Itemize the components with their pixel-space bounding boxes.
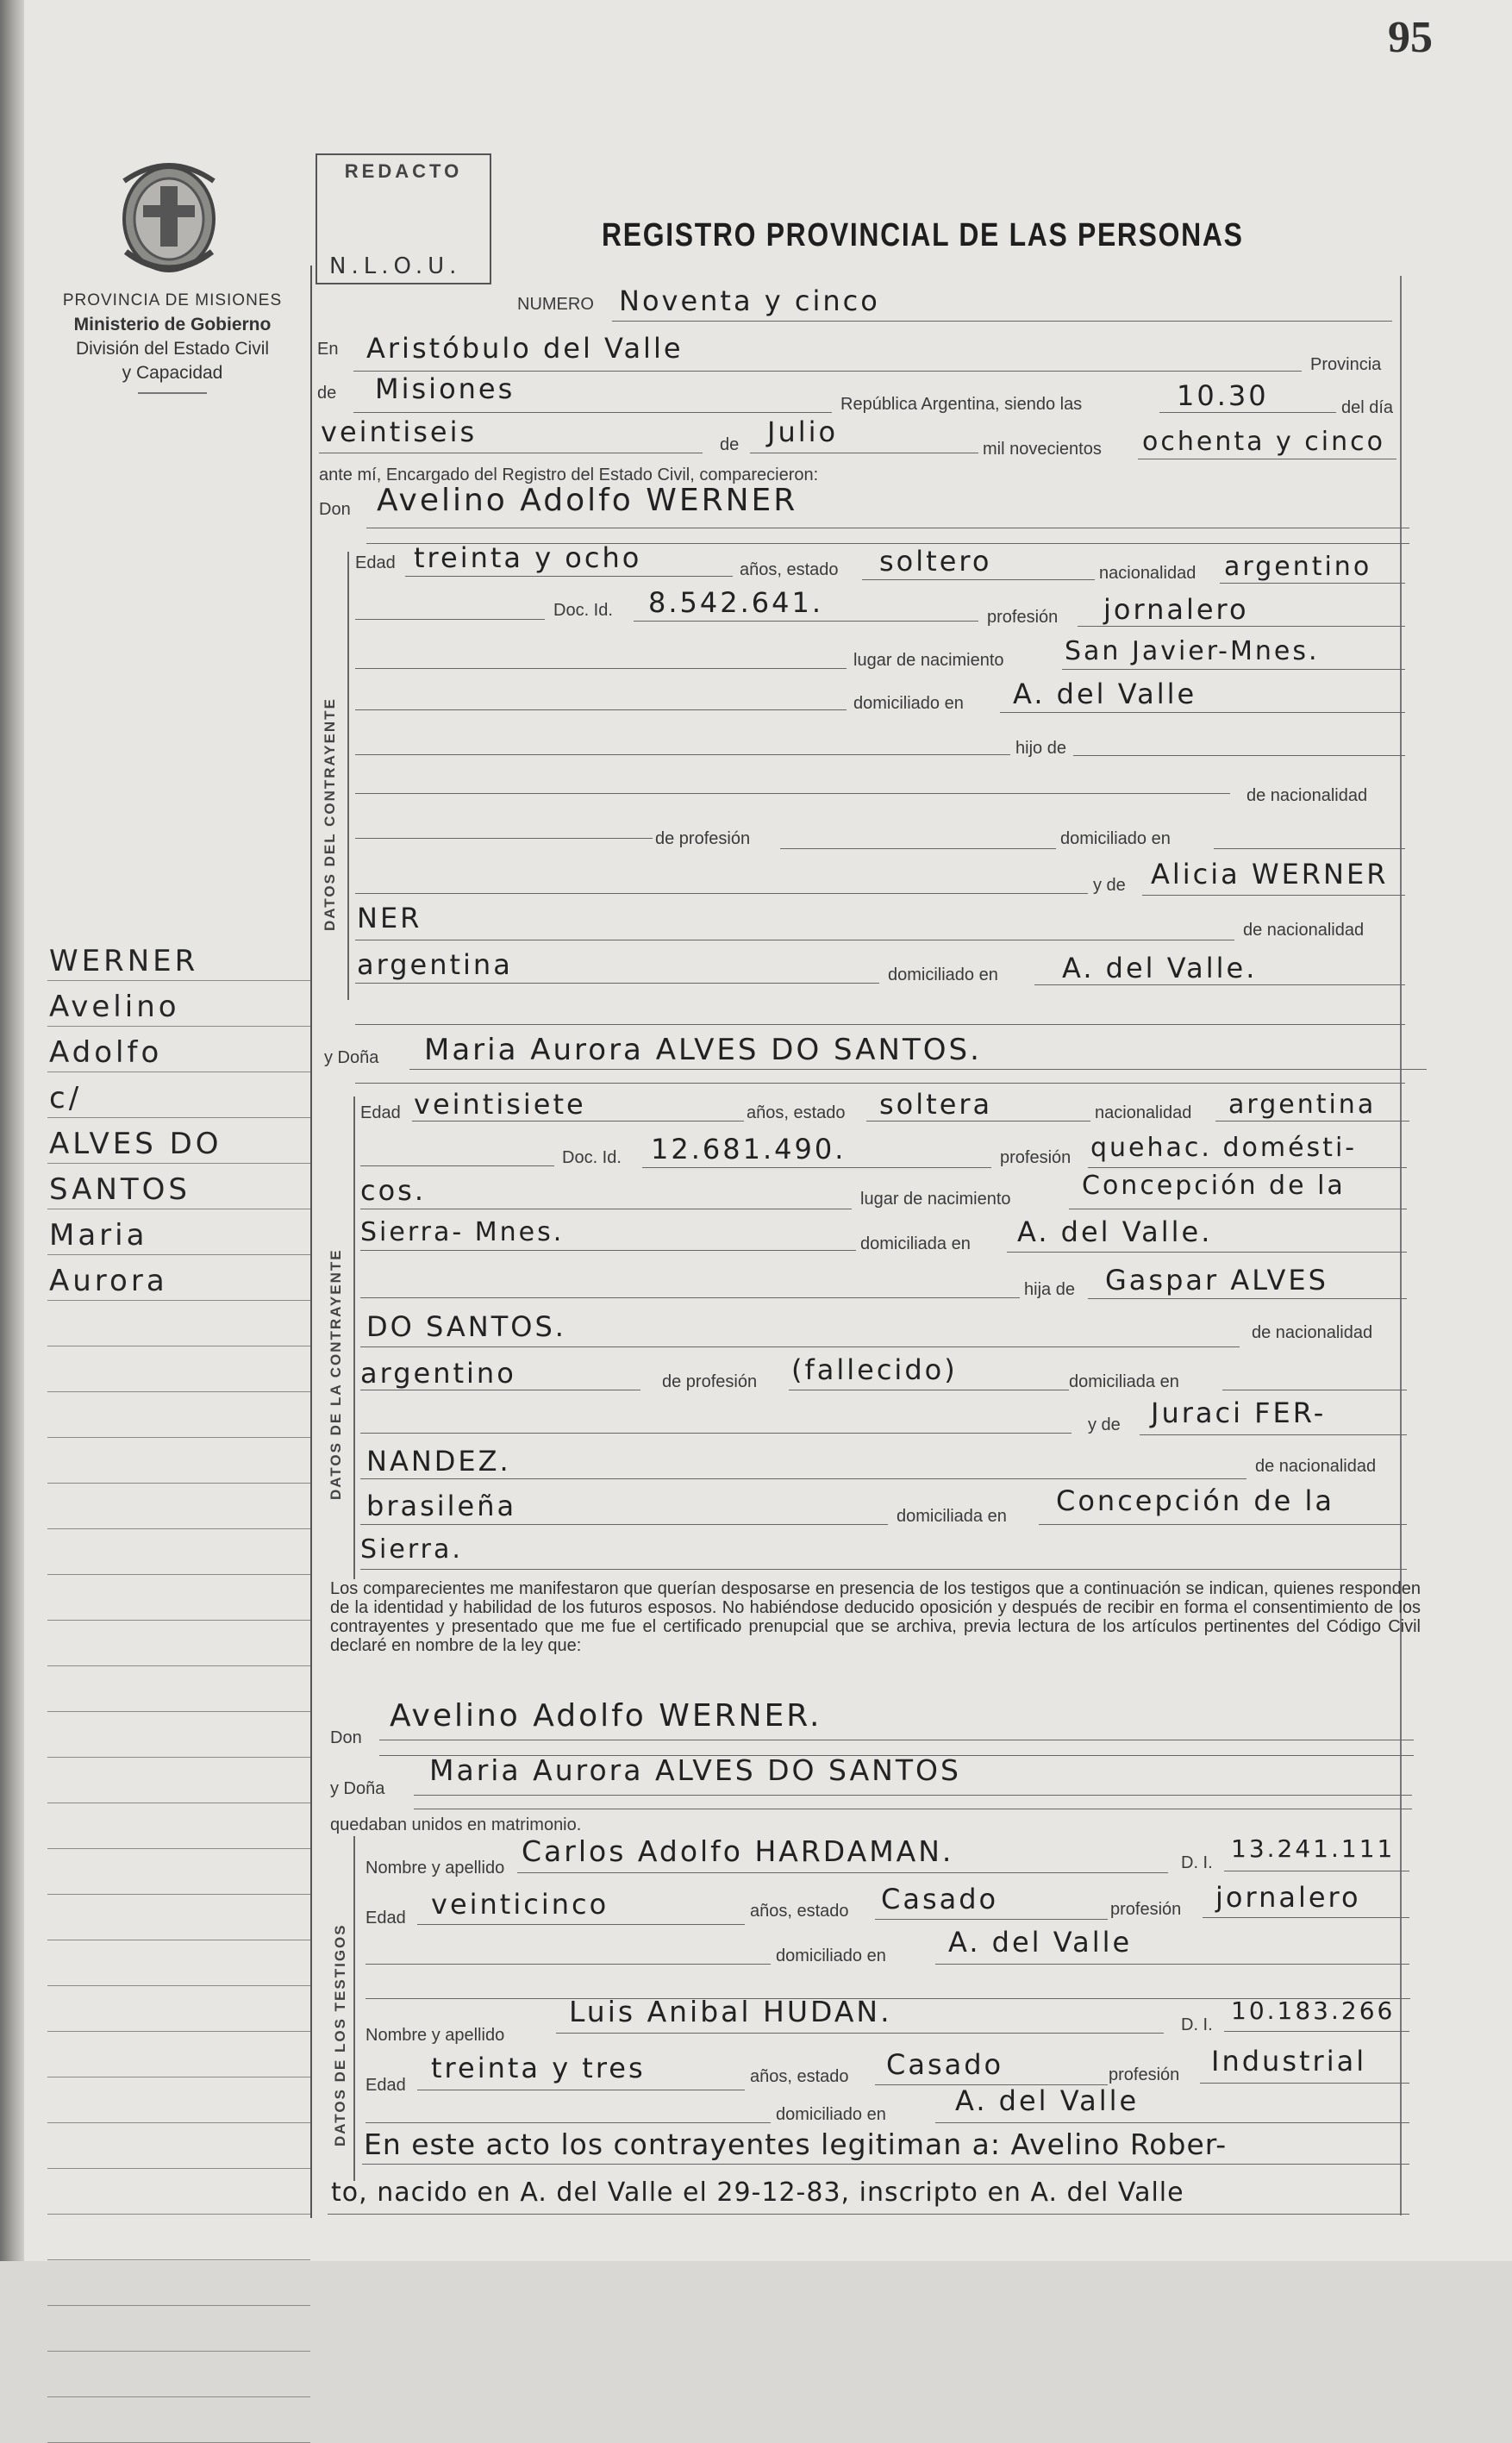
groom-father-prof-label: de profesión (655, 829, 751, 848)
groom-prof-label: profesión (987, 608, 1059, 627)
witness2-name: Luis Anibal HUDAN. (569, 1995, 892, 2028)
witness1-name: Carlos Adolfo HARDAMAN. (522, 1834, 954, 1868)
margin-note-line (47, 1255, 310, 1301)
witness2-address: A. del Valle (955, 2084, 1140, 2117)
margin-note-line (47, 1940, 310, 1986)
groom-hijo-label: hijo de (1015, 739, 1066, 758)
ante-label: ante mí, Encargado del Registro del Estado Civil, comparecieron: (319, 465, 819, 484)
en-label: En (317, 340, 339, 359)
act-hour: 10.30 (1177, 379, 1269, 412)
w1-di-label: D. I. (1181, 1853, 1213, 1872)
w1-dom-label: domiciliado en (776, 1946, 886, 1965)
margin-note-line (47, 1346, 310, 1392)
margin-note-line (47, 2169, 310, 2215)
redacto-initials: N.L.O.U. (329, 253, 462, 279)
bride-section-label: DATOS DE LA CONTRAYENTE (328, 1248, 344, 1500)
margin-note-line (47, 2306, 310, 2352)
bride-mother-address-cont: Sierra. (360, 1534, 463, 1565)
groom-domicilio-label: domiciliado en (853, 694, 964, 713)
capacity-name: y Capacidad (122, 363, 223, 383)
margin-note-line (47, 1301, 310, 1346)
w1-anos-label: años, estado (750, 1902, 849, 1921)
legitimation-note-line2: to, nacido en A. del Valle el 29-12-83, inscripto en A. del Valle (331, 2177, 1184, 2208)
groom-mother-dom-label: domiciliado en (888, 965, 998, 984)
groom-mother-nac-label: de nacionalidad (1243, 921, 1365, 940)
margin-note-line (47, 1666, 310, 1712)
witness1-address: A. del Valle (948, 1926, 1133, 1959)
groom-name: Avelino Adolfo WERNER (377, 483, 798, 518)
margin-note-line (47, 2397, 310, 2443)
witness2-age: treinta y tres (431, 2052, 646, 2084)
witness2-id: 10.183.266 (1231, 1996, 1396, 2025)
w2-edad-label: Edad (366, 2076, 406, 2095)
page-number: 95 (1388, 13, 1433, 62)
bride-mother-label: y de (1088, 1415, 1121, 1434)
margin-note-line (47, 935, 310, 981)
province-name: PROVINCIA DE MISIONES (62, 291, 283, 309)
witness1-age: veinticinco (431, 1888, 609, 1921)
bride-hija-label: hija de (1024, 1280, 1075, 1299)
form-right-rule (1400, 276, 1402, 2215)
bride-name: Maria Aurora ALVES DO SANTOS. (424, 1033, 982, 1067)
redacto-label: REDACTO (344, 160, 463, 182)
numero-label: NUMERO (517, 295, 594, 314)
groom-nationality: argentino (1224, 552, 1372, 582)
margin-note-line (47, 2077, 310, 2123)
declaration-text: Los comparecientes me manifestaron que querían desposarse en presencia de los testigos que a continuación se indican, quienes responden de la identidad y habilidad de los futuros esposos. No habiéndose deducido oposición y después de recibir en forma el consentimiento de los contrayentes y presentado que me fue el certificado prenupcial que se archiva, previa lectura de los artículos pertinentes del Código Civil declaré en nombre de la ley que: (330, 1579, 1421, 1655)
coat-of-arms-seal (112, 155, 226, 276)
bride-address: A. del Valle. (1017, 1215, 1213, 1248)
bride-prof-label: profesión (1000, 1148, 1072, 1167)
bride-age: veintisiete (414, 1088, 586, 1121)
groom-father-nac-label: de nacionalidad (1246, 786, 1368, 805)
bride-mother-name: Juraci FER- (1151, 1396, 1327, 1429)
margin-note-line (47, 1895, 310, 1940)
bride-lugar-nac-label: lugar de nacimiento (860, 1190, 1011, 1209)
bride-mother-name-cont: NANDEZ. (366, 1445, 511, 1478)
act-province: Misiones (375, 372, 515, 405)
groom-edad-label: Edad (355, 553, 396, 572)
margin-note-text: ALVES DO (49, 1127, 222, 1161)
margin-note-text: WERNER (49, 944, 199, 978)
margin-note-line (47, 1484, 310, 1529)
margin-note-line (47, 981, 310, 1027)
witness2-marital-status: Casado (886, 2048, 1004, 2081)
division-name: División del Estado Civil (75, 339, 270, 359)
margin-note-line (47, 2260, 310, 2306)
groom-lugar-nac-label: lugar de nacimiento (853, 651, 1004, 670)
groom-mother-address: A. del Valle. (1062, 952, 1258, 984)
margin-note-line (47, 2032, 310, 2077)
bride-edad-label: Edad (360, 1103, 401, 1122)
margin-notes (47, 935, 310, 2443)
margin-note-text: c/ (49, 1081, 83, 1115)
bride-father-nac-label: de nacionalidad (1252, 1323, 1373, 1342)
bride-mother-nationality: brasileña (366, 1490, 517, 1522)
margin-note-line (47, 1758, 310, 1803)
witness2-profession: Industrial (1211, 2045, 1367, 2077)
republica-label: República Argentina, siendo las (840, 395, 1083, 414)
dona-label: y Doña (324, 1048, 379, 1067)
page-title: REGISTRO PROVINCIAL DE LAS PERSONAS (602, 217, 1244, 253)
groom-age: treinta y ocho (414, 541, 642, 574)
margin-note-line (47, 1118, 310, 1164)
groom-nac-label: nacionalidad (1099, 564, 1196, 583)
w1-nombre-label: Nombre y apellido (366, 1859, 505, 1878)
act-year: ochenta y cinco (1142, 427, 1385, 457)
bride-father-nationality: argentino (360, 1357, 516, 1390)
act-place: Aristóbulo del Valle (366, 332, 684, 365)
union-bride-name: Maria Aurora ALVES DO SANTOS (429, 1753, 961, 1787)
witness1-profession: jornalero (1215, 1881, 1361, 1914)
bride-father-dom-label: domiciliada en (1069, 1372, 1179, 1391)
mil-label: mil novecientos (983, 440, 1102, 459)
bride-mother-nac-label: de nacionalidad (1255, 1457, 1377, 1476)
groom-document-id: 8.542.641. (648, 586, 824, 619)
de-mes-label: de (720, 435, 740, 454)
w2-prof-label: profesión (1109, 2065, 1180, 2084)
margin-note-line (47, 1209, 310, 1255)
margin-note-line (47, 2352, 310, 2397)
margin-note-text: Maria (49, 1218, 148, 1253)
w2-nombre-label: Nombre y apellido (366, 2026, 505, 2045)
margin-note-line (47, 1529, 310, 1575)
bride-mother-address: Concepción de la (1056, 1484, 1334, 1517)
legitimation-note-line1: En este acto los contrayentes legitiman a: Avelino Rober- (364, 2127, 1228, 2161)
margin-note-line (47, 1849, 310, 1895)
margin-note-line (47, 1712, 310, 1758)
groom-anos-label: años, estado (740, 560, 839, 579)
groom-father-dom-label: domiciliado en (1060, 829, 1171, 848)
bride-profession-cont: cos. (360, 1174, 427, 1207)
bride-mother-dom-label: domiciliada en (897, 1507, 1007, 1526)
w2-dom-label: domiciliado en (776, 2105, 886, 2124)
bride-doc-label: Doc. Id. (562, 1148, 622, 1167)
provincia-label: Provincia (1310, 355, 1382, 374)
w2-anos-label: años, estado (750, 2067, 849, 2086)
margin-note-line (47, 1575, 310, 1621)
margin-note-text: SANTOS (49, 1172, 191, 1207)
groom-mother-nationality: argentina (357, 948, 513, 981)
bride-marital-status: soltera (879, 1088, 993, 1121)
bride-birthplace: Concepción de la (1082, 1171, 1346, 1201)
witness1-id: 13.241.111 (1231, 1834, 1396, 1863)
don-label: Don (319, 500, 351, 519)
margin-note-line (47, 1392, 310, 1438)
act-day: veintiseis (321, 415, 478, 448)
margin-note-line (47, 1986, 310, 2032)
groom-profession: jornalero (1103, 593, 1249, 626)
margin-note-line (47, 1621, 310, 1666)
book-binding (0, 0, 24, 2261)
witnesses-section-label: DATOS DE LOS TESTIGOS (332, 1923, 348, 2146)
margin-note-line (47, 1438, 310, 1484)
margin-note-line (47, 1164, 310, 1209)
act-month: Julio (767, 415, 839, 448)
groom-marital-status: soltero (879, 545, 992, 578)
form-left-rule (310, 266, 312, 2218)
act-number: Noventa y cinco (619, 284, 880, 317)
bride-father-prof-label: de profesión (662, 1372, 758, 1391)
union-groom-name: Avelino Adolfo WERNER. (390, 1698, 822, 1734)
bride-nac-label: nacionalidad (1095, 1103, 1192, 1122)
groom-mother-name-cont: NER (357, 902, 422, 934)
margin-note-text: Aurora (49, 1264, 168, 1298)
margin-note-text: Adolfo (49, 1035, 163, 1070)
groom-doc-label: Doc. Id. (553, 601, 613, 620)
bride-father-profession: (fallecido) (791, 1353, 958, 1386)
issuing-authority (34, 289, 310, 394)
groom-mother-label: y de (1093, 876, 1126, 895)
w1-prof-label: profesión (1110, 1900, 1182, 1919)
w2-di-label: D. I. (1181, 2015, 1213, 2034)
bride-nationality: argentina (1228, 1090, 1377, 1120)
quedaban-label: quedaban unidos en matrimonio. (330, 1815, 582, 1834)
ministry-name: Ministerio de Gobierno (73, 315, 272, 334)
de-label: de (317, 384, 337, 403)
groom-section-label: DATOS DEL CONTRAYENTE (322, 697, 338, 931)
margin-note-line (47, 2123, 310, 2169)
bride-domicilio-label: domiciliada en (860, 1234, 971, 1253)
w1-edad-label: Edad (366, 1909, 406, 1928)
del-dia-label: del día (1341, 398, 1394, 417)
margin-note-line (47, 1803, 310, 1849)
groom-birthplace: San Javier-Mnes. (1065, 636, 1320, 666)
groom-address: A. del Valle (1013, 678, 1197, 710)
union-dona-label: y Doña (330, 1779, 385, 1798)
margin-note-line (47, 1072, 310, 1118)
margin-note-line (47, 2215, 310, 2260)
union-don-label: Don (330, 1728, 362, 1747)
bride-birthplace-cont: Sierra- Mnes. (360, 1217, 565, 1247)
bride-document-id: 12.681.490. (651, 1133, 847, 1165)
witness1-marital-status: Casado (881, 1883, 999, 1915)
bride-father-name: Gaspar ALVES (1105, 1264, 1328, 1296)
bride-father-name-cont: DO SANTOS. (366, 1310, 566, 1343)
groom-mother-name: Alicia WERNER (1151, 858, 1389, 890)
bride-anos-label: años, estado (747, 1103, 846, 1122)
margin-note-text: Avelino (49, 990, 180, 1024)
margin-note-line (47, 1027, 310, 1072)
redacto-box (316, 153, 491, 284)
bride-profession: quehac. domésti- (1090, 1133, 1358, 1163)
